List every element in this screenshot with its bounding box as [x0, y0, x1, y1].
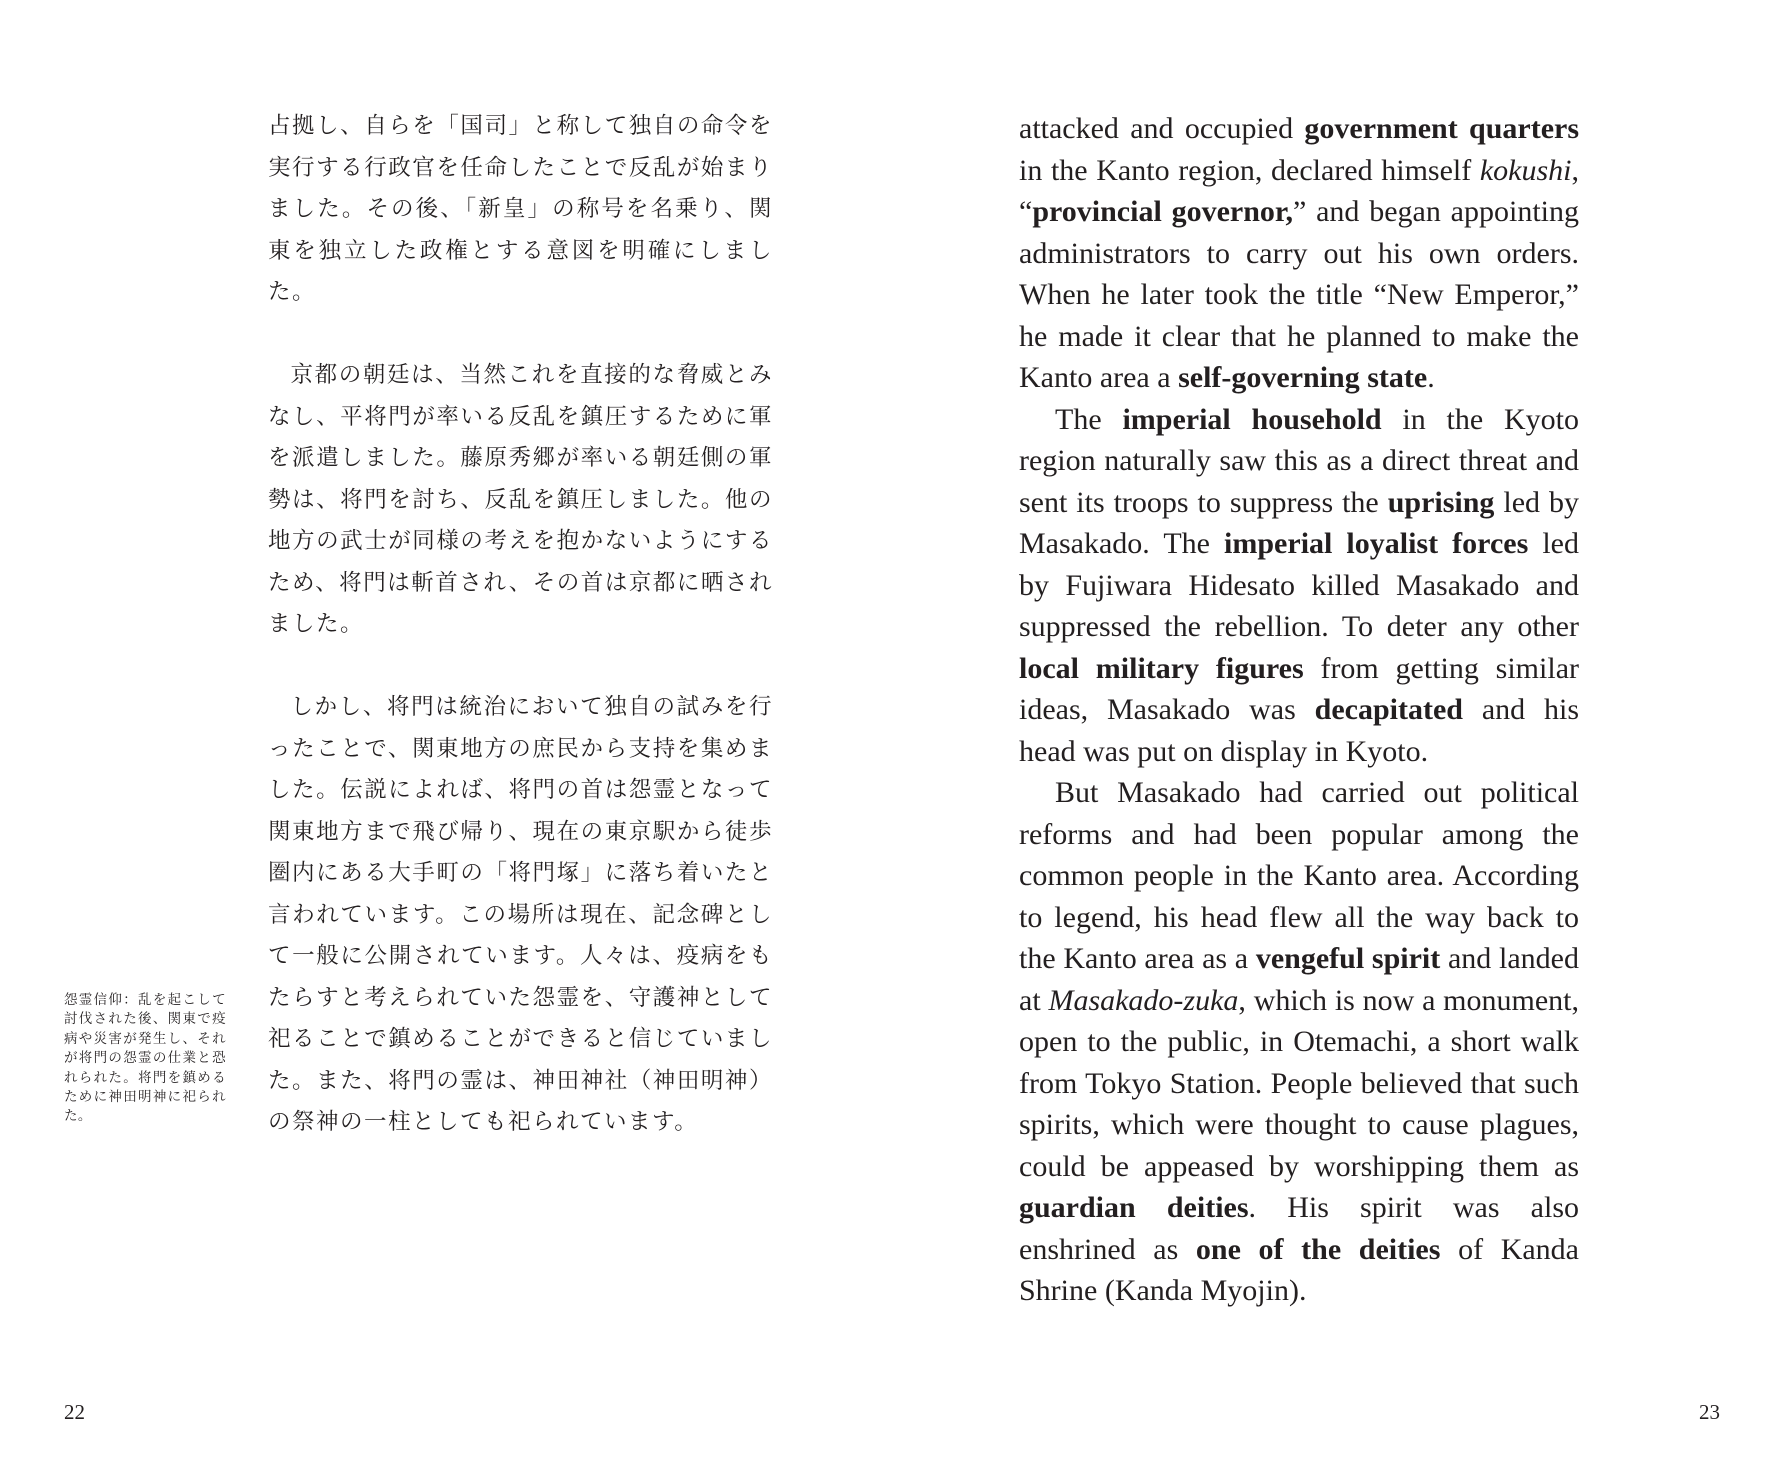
bold-term: government quarters	[1304, 112, 1579, 145]
text-run: attacked and occupied	[1019, 112, 1305, 145]
japanese-body-text	[268, 106, 773, 1144]
jp-paragraph-3: しかし、将門は統治において独自の試みを行ったことで、関東地方の庶民から支持を集めました。伝説によれば、将門の首は怨霊となって関東地方まで飛び帰り、現在の東京駅から徒歩圏内にある大手町の「将門塚」に落ち着いたと言われています。この場所は現在、記念碑として一般に公開されています。人々は、疫病をもたらすと考えられていた怨霊を、守護神として祀ることで鎮めることができると信じていました。また、将門の霊は、神田神社（神田明神）の祭神の一柱としても祀られています。	[268, 694, 773, 1135]
jp-paragraph-1: 占拠し、自らを「国司」と称して独自の命令を実行する行政官を任命したことで反乱が始まりました。その後、「新皇」の称号を名乗り、関東を独立した政権とする意図を明確にしました。	[268, 113, 773, 305]
text-run: in the Kanto region, declared himself	[1019, 153, 1480, 187]
left-page	[0, 0, 889, 1480]
text-run: led by Fujiwara Hidesato killed Masakado and suppressed the rebellion. To deter any other	[1019, 527, 1579, 643]
text-run: from getting similar ideas, Masakado was	[1019, 651, 1579, 726]
text-run: But Masakado had carried out political reforms and had been popular among the common people in the Kanto area. According to legend, his head flew all the way back to the Kanto area as a	[1019, 776, 1579, 975]
italic-term: kokushi	[1479, 153, 1572, 187]
side-note: 怨霊信仰：乱を起こして討伐された後、関東で疫病や災害が発生し、それが将門の怨霊の仕業と恐れられた。将門を鎮めるために神田明神に祀られた。	[64, 992, 226, 1125]
italic-term: Masakado-zuka	[1048, 983, 1239, 1017]
english-body-text	[1019, 108, 1579, 1312]
text-run: , “	[1019, 153, 1579, 228]
bold-term: vengeful spirit	[1255, 942, 1441, 975]
bold-term: local military figures	[1019, 651, 1304, 685]
text-run: and landed at	[1019, 942, 1579, 1017]
text-run: of Kanda Shrine (Kanda Myojin).	[1019, 1232, 1579, 1307]
page-number-left: 22	[64, 1400, 85, 1424]
bold-term: imperial household	[1122, 402, 1382, 436]
text-run: in the Kyoto region naturally saw this as a direct threat and sent its troops to suppress the	[1019, 402, 1579, 519]
right-page	[889, 0, 1779, 1480]
page-number-right: 23	[1699, 1400, 1720, 1424]
en-paragraph-3	[1019, 772, 1579, 1312]
en-paragraph-1	[1019, 108, 1579, 399]
text-run: , which is now a monument, open to the public, in Otemachi, a short walk from Tokyo Station. People believed that such spirits, which were thought to cause plagues, could be appeased by worshipping them as	[1019, 983, 1579, 1183]
bold-term: provincial governor,	[1032, 195, 1293, 228]
text-run: .	[1427, 361, 1435, 394]
bold-term: one of the deities	[1195, 1232, 1441, 1266]
bold-term: uprising	[1387, 485, 1495, 519]
text-run: led by Masakado. The	[1019, 485, 1579, 560]
bold-term: decapitated	[1314, 693, 1463, 726]
jp-paragraph-2: 京都の朝廷は、当然これを直接的な脅威とみなし、平将門が率いる反乱を鎮圧するために軍を派遣しました。藤原秀郷が率いる朝廷側の軍勢は、将門を討ち、反乱を鎮圧しました。他の地方の武士が同様の考えを抱かないようにするため、将門は斬首され、その首は京都に晒されました。	[268, 362, 773, 637]
bold-term: imperial loyalist forces	[1224, 527, 1529, 560]
text-run: and his head was put on display in Kyoto.	[1019, 693, 1580, 768]
bold-term: self-governing state	[1178, 361, 1428, 394]
text-run: . His spirit was also enshrined as	[1019, 1191, 1580, 1266]
bold-term: guardian deities	[1019, 1191, 1249, 1224]
text-run: The	[1055, 402, 1123, 436]
text-run: ” and began appointing administrators to carry out his own orders. When he later took the title “New Emperor,” he made it clear that he planned to make the Kanto area a	[1019, 195, 1579, 394]
en-paragraph-2	[1019, 399, 1579, 773]
